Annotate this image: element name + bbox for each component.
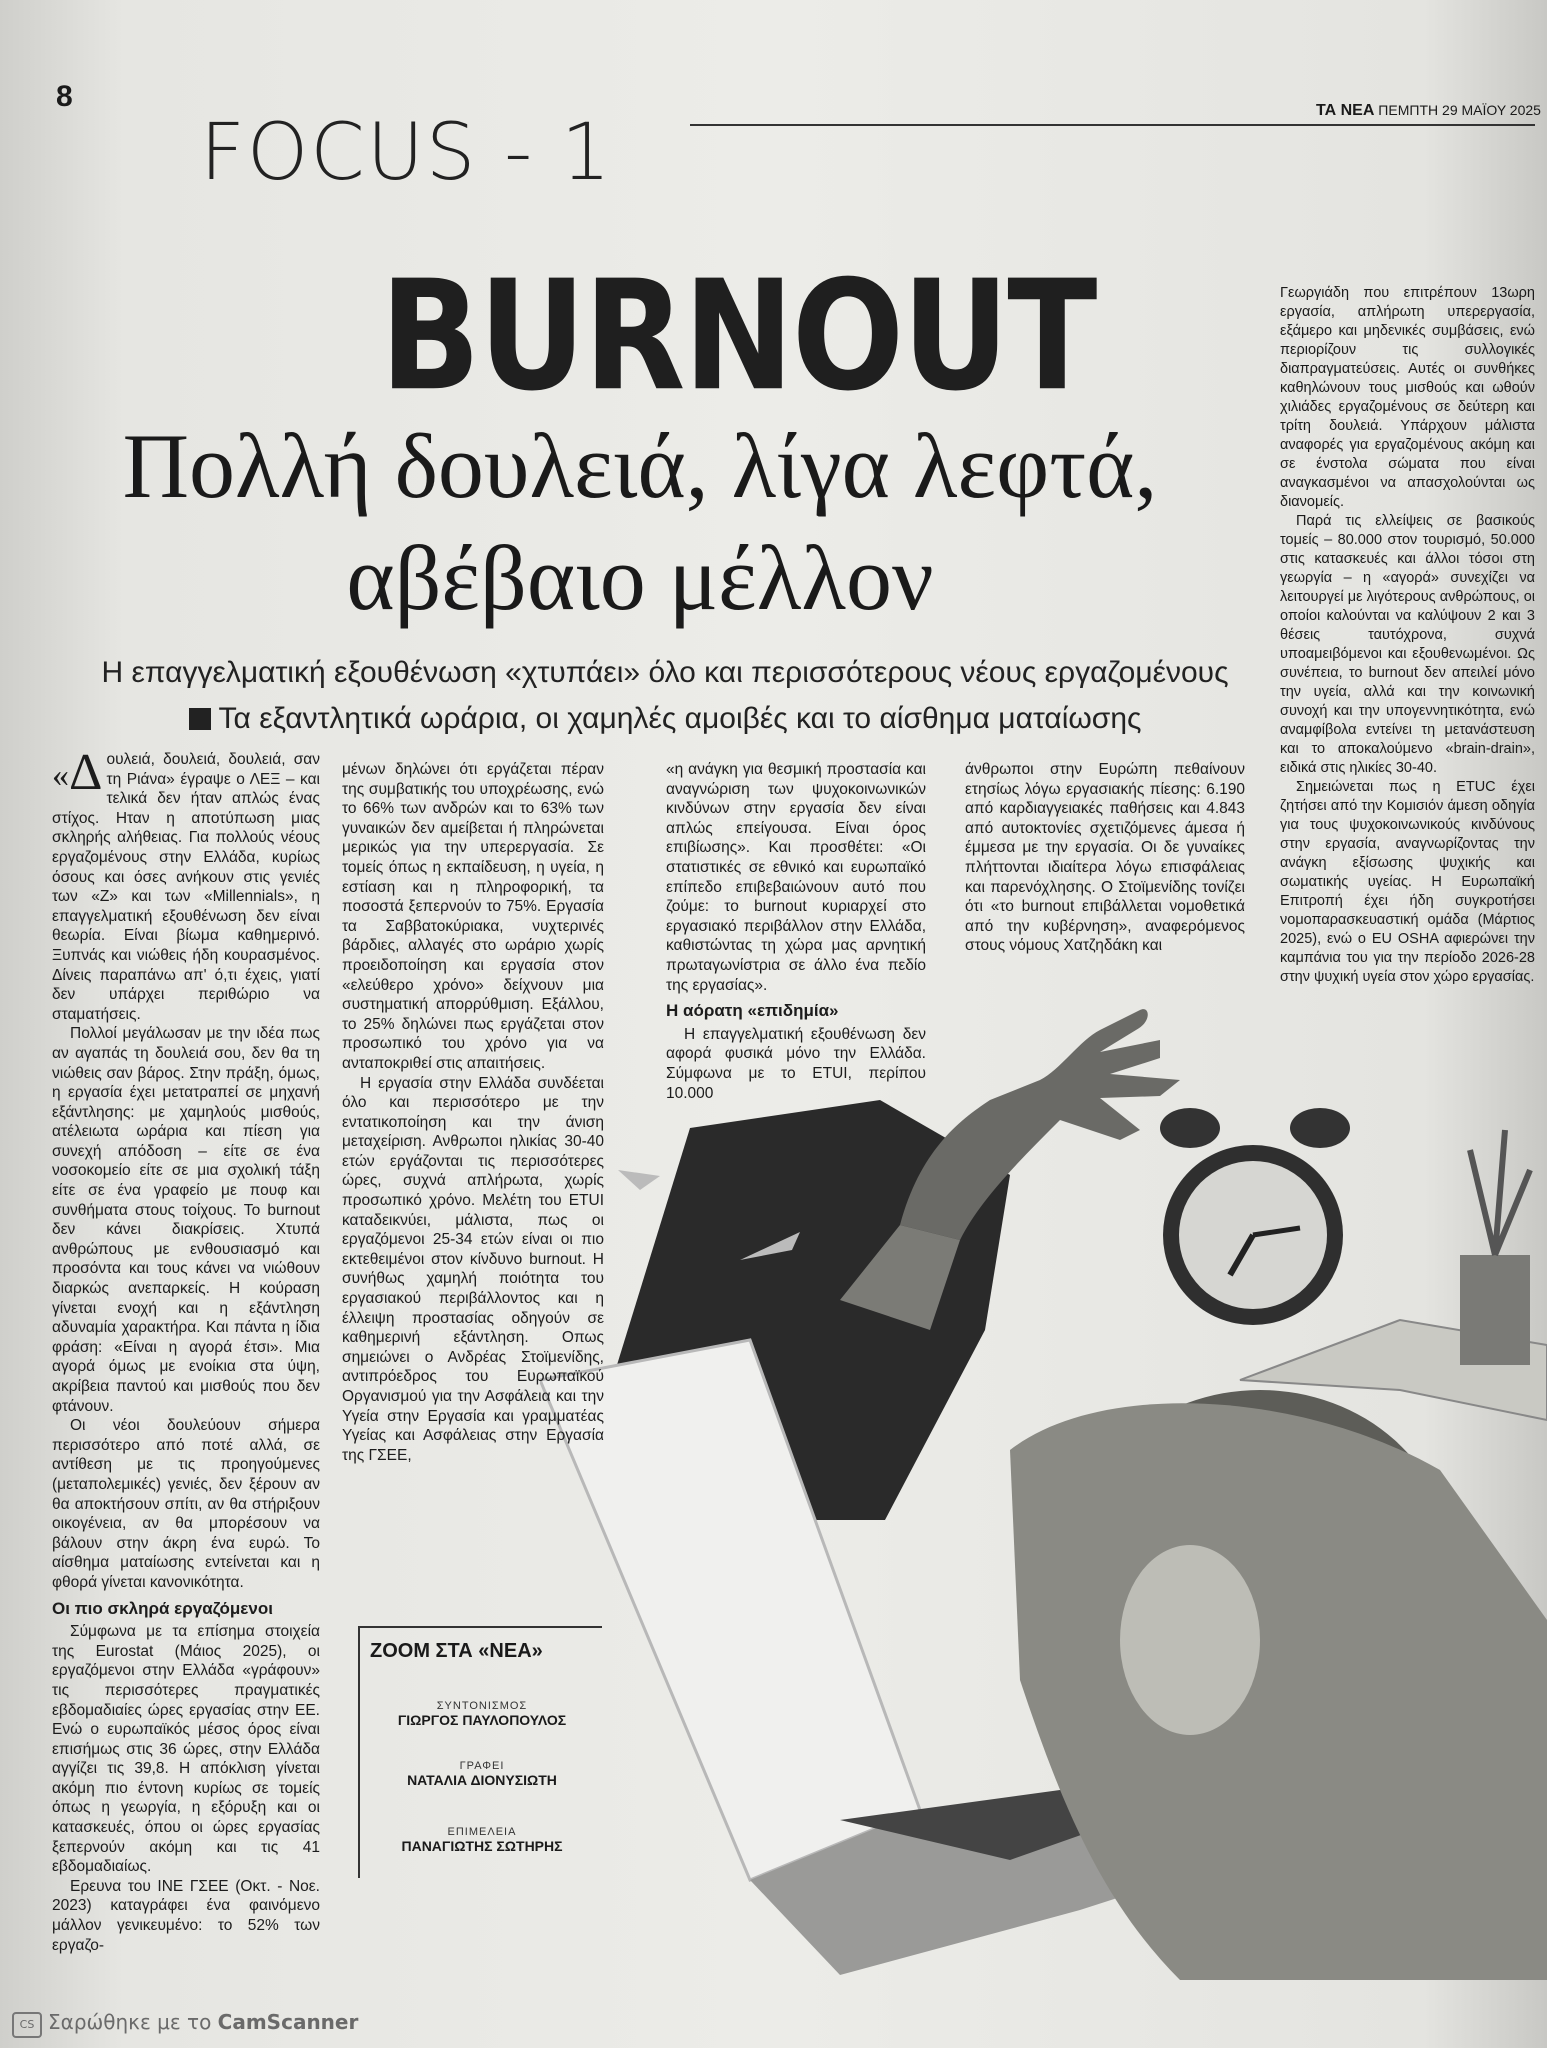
headline-line-2: αβέβαιο μέλλον (346, 527, 934, 629)
column-4 (965, 760, 1245, 956)
credit-coordination (362, 1700, 602, 1728)
kicker: BURNOUT (380, 248, 1096, 426)
scanned-with-text: Σαρώθηκε με το (48, 2010, 212, 2034)
paragraph: Η εργασία στην Ελλάδα συνδέεται όλο και περισσότερο με την εντατικοποίηση και την άνιση μεταχείριση. Ανθρωποι ηλικίας 30-40 ετών εργάζονται τις περισσότερες ώρες, συχνά απλήρωτα, χωρίς προσωπικό χρόνο. Μελέτη του ETUI καταδεικνύει, μάλιστα, πως οι εργαζόμενοι 25-34 ετών είναι οι πιο εκτεθειμένοι στον κίνδυνο burnout. Η συνήθως χαμηλή ποιότητα του εργασιακού περιβάλλοντος και η έλλειψη προστασίας οδηγούν σε καθημερινή εξάντληση. Οπως σημειώνει ο Ανδρέας Στοϊμενίδης, αντιπρόεδρος του Ευρωπαϊκού Οργανισμού για την Ασφάλεια και την Υγεία στην Εργασία και γραμματέας Υγείας και Ασφάλειας στην Εργασία της ΓΣΕΕ, (342, 1074, 604, 1464)
paragraph: Σημειώνεται πως η ETUC έχει ζητήσει από την Κομισιόν άμεση οδηγία για τους ψυχοκοινωνικούς κινδύνους στην εργασία, αναγνωρίζοντας την ανάγκη εξίσωσης ψυχικής και σωματικής υγείας. Η Ευρωπαϊκή Επιτροπή έχει ήδη συγκροτήσει νομοπαρασκευαστική ομάδα (Μάρτιος 2025), ενώ ο EU OSHA αφιερώνει την καμπάνια του για την περίοδο 2026-28 στην ψυχική υγεία στον χώρο εργασίας. (1280, 779, 1535, 985)
subhead-invisible-epidemic: Η αόρατη «επιδημία» (666, 1001, 839, 1021)
potted-plant (1460, 1130, 1530, 1365)
paragraph: άνθρωποι στην Ευρώπη πεθαίνουν ετησίως λόγω εργασιακής πίεσης: 6.190 από καρδιαγγειακές παθήσεις και 4.843 από αυτοκτονίες σχετιζόμενες άμεσα ή έμμεσα με την εργασία. Οι δε γυναίκες πλήττονται ιδιαίτερα λόγω επισφάλειας και παρενόχλησης. Ο Στοϊμενίδης τονίζει ότι «το burnout επιβάλλεται νομοθετικά από την κυβέρνηση», αναφερόμενος στους νόμους Χατζηδάκη και (965, 761, 1245, 955)
paragraph: μένων δηλώνει ότι εργάζεται πέραν της συμβατικής του υποχρέωσης, ενώ το 66% των ανδρών και το 63% των γυναικών δεν αμείβεται ή πληρώνεται μερικώς για την υπερεργασία. Σε τομείς όπως η εκπαίδευση, η υγεία, η εστίαση και η πληροφορική, τα ποσοστά ξεπερνούν το 75%. Εργασία τα Σαββατοκύριακα, νυχτερινές βάρδιες, αλλαγές στο ωράριο χωρίς προειδοποίηση και εργασία στον «ελεύθερο χρόνο» δείχνουν μια συστηματική απορρύθμιση. Εξάλλου, το 25% δηλώνει πως εργάζεται στον προσωπικό του χρόνο για να ανταποκριθεί στις απαιτήσεις. (342, 761, 604, 1072)
camscanner-logo-icon: CS (12, 2012, 42, 2038)
page-number: 8 (56, 80, 73, 113)
camscanner-footer (12, 2010, 358, 2038)
paragraph: Σύμφωνα με τα επίσημα στοιχεία της Eurostat (Μάιος 2025), οι εργαζόμενοι στην Ελλάδα «γράφουν» τις περισσότερες πραγματικές εβδομαδιαίες ώρες εργασίας στην ΕΕ. Ενώ ο ευρωπαϊκός μέσος όρος είναι επισήμως στις 36 ώρες, στην Ελλάδα αγγίζει τις 39,8. Η απόκλιση γίνεται ακόμη πιο έντονη κυρίως σε τομείς όπως η γεωργία, η εξόρυξη και οι κατασκευές, όπου οι ώρες εργασίας ξεπερνούν ακόμη και τις 41 εβδομαδιαίως. (52, 1623, 320, 1876)
header-rule (690, 124, 1535, 126)
bullet-square-icon (189, 708, 211, 730)
subheading-2-text: Τα εξαντλητικά ωράρια, οι χαμηλές αμοιβές και το αίσθημα ματαίωσης (218, 702, 1142, 735)
column-5 (1280, 284, 1535, 987)
masthead (1316, 102, 1541, 120)
subheading-1: Η επαγγελματική εξουθένωση «χτυπάει» όλο και περισσότερους νέους εργαζομένους (101, 656, 1229, 689)
paragraph: Παρά τις ελλείψεις σε βασικούς τομείς – 80.000 στον τουρισμό, 50.000 στις κατασκευές και άλλοι τόσοι στη γεωργία – η «αγορά» συνεχίζει να λειτουργεί με λιγότερους ανθρώπους, οι οποίοι καλούνται να καλύψουν 2 και 3 θέσεις ταυτόχρονα, συχνά υποαμειβόμενοι και εξουθενωμένοι. Ως συνέπεια, το burnout δεν απειλεί μόνο την υγεία, αλλά και την κοινωνική συνοχή και την υπογεννητικότητα, ενώ αναμφίβολα εντείνει τη μετανάστευση και το αποκαλούμενο «brain-drain», ειδικά στις ηλικίες 30-40. (1280, 513, 1535, 776)
paragraph: «η ανάγκη για θεσμική προστασία και αναγνώριση των ψυχοκοινωνικών κινδύνων στην εργασία δεν είναι απλώς επείγουσα. Είναι όρος επιβίωσης». Και προσθέτει: «Οι στατιστικές σε εθνικό και ευρωπαϊκό επίπεδο επιβεβαιώνουν αυτό που ζούμε: το burnout κυριαρχεί στο εργασιακό περιβάλλον στην Ελλάδα, καθιστώντας τη χώρα μας αρνητική πρωταγωνίστρια σε άλλο ένα πεδίο της εργασίας». (666, 761, 926, 994)
burnout-illustration (540, 1000, 1547, 1980)
paragraph: Οι νέοι δουλεύουν σήμερα περισσότερο από ποτέ αλλά, σε αντίθεση με τις προηγούμενες (μεταπολεμικές) γενιές, δεν ξέρουν αν θα αποκτήσουν σπίτι, αν θα στήριξουν οικογένεια, αν θα μπορέσουν να βάλουν στην άκρη ένα ευρώ. Το αίσθημα ματαίωσης εντείνεται και η φθορά γίνεται κανονικότητα. (52, 1417, 320, 1591)
headline-line-1: Πολλή δουλειά, λίγα λεφτά, (122, 415, 1158, 517)
camscanner-app-name: CamScanner (217, 2010, 359, 2034)
credit-name: ΠΑΝΑΓΙΩΤΗΣ ΣΩΤΗΡΗΣ (401, 1838, 563, 1854)
credit-role: ΓΡΑΦΕΙ (459, 1760, 505, 1772)
opening-quote: « (52, 757, 69, 794)
paragraph: Πολλοί μεγάλωσαν με την ιδέα πως αν αγαπάς τη δουλειά σου, δεν θα τη νιώθεις σαν βάρος. Στην πράξη, όμως, η εργασία έχει μετατραπεί σε μηχανή εξάντλησης: με χαμηλούς μισθούς, ατέλειωτα ωράρια και πίεση για συνεχή απόδοση – είτε σε ένα νοσοκομείο είτε σε μια σχολική τάξη είτε σε ένα γραφείο με πουφ και συνθήματα στους τοίχους. Το burnout δεν κάνει διακρίσεις. Χτυπά ανθρώπους με ενθουσιασμό και προσόντα και τους κάνει να νιώθουν διαρκώς ανεπαρκείς. Η κούραση γίνεται ενοχή και η εξάντληση αδυναμία χαρακτήρα. Και πάντα η ίδια φράση: «Είναι η αγορά έτσι». Μια αγορά όμως με ενοίκια στα ύψη, ακρίβεια παντού και μισθούς που δεν φτάνουν. (52, 1025, 320, 1415)
credit-role: ΕΠΙΜΕΛΕΙΑ (447, 1826, 517, 1838)
credit-writer (362, 1760, 602, 1788)
subheading-2 (80, 702, 1250, 736)
paragraph: Η επαγγελματική εξουθένωση δεν αφορά φυσικά μόνο την Ελλάδα. Σύμφωνα με το ETUI, περίπου 10.000 (666, 1025, 926, 1102)
credit-editor (362, 1826, 602, 1854)
column-2 (342, 760, 604, 1465)
paragraph: Ερευνα του ΙΝΕ ΓΣΕΕ (Οκτ. - Νοε. 2023) καταγράφει ένα φαινόμενο μάλλον γενικευμένο: το 52% των εργαζο- (52, 1877, 320, 1954)
paragraph (52, 744, 320, 1024)
credit-name: ΓΙΩΡΓΟΣ ΠΑΥΛΟΠΟΥΛΟΣ (397, 1712, 567, 1728)
headline (80, 410, 1200, 634)
masthead-date: ΠΕΜΠΤΗ 29 ΜΑΪΟΥ 2025 (1378, 102, 1541, 118)
masthead-paper: ΤΑ ΝΕΑ (1316, 102, 1375, 119)
credit-name: ΝΑΤΑΛΙΑ ΔΙΟΝΥΣΙΩΤΗ (407, 1772, 557, 1788)
column-1 (52, 744, 320, 1955)
paragraph-text: ουλειά, δουλειά, δουλειά, σαν τη Ριάνα» έγραψε ο ΛΕΞ – και τελικά δεν ήταν απλώς ένας στίχος. Ηταν η αποτύπωση μιας σκληρής αλήθειας. Για πολλούς νέους εργαζομένους στην Ελλάδα, κυρίως όσους και όσες ανήκουν στις γενιές των «Ζ» και των «Millennials», η επαγγελματική εξουθένωση δεν είναι θεωρία. Είναι βίωμα καθημερινό. Ξυπνάς και νιώθεις ήδη κουρασμένος. Δίνεις παραπάνω απ' ό,τι έχεις, γιατί δεν υπάρχει περιθώριο να σταματήσεις. (52, 751, 320, 1023)
zoom-box-title: ΖΟΟΜ ΣΤΑ «ΝΕΑ» (370, 1640, 543, 1662)
paragraph: Γεωργιάδη που επιτρέπουν 13ωρη εργασία, απλήρωτη υπερεργασία, εξάμερο και μηδενικές συμβάσεις, ενώ περιορίζουν τις συλλογικές διαπραγματεύσεις. Αυτές οι συνθήκες καθηλώνουν τους μισθούς και ωθούν χιλιάδες εργαζομένους σε δεύτερη και τρίτη δουλειά. Υπάρχουν μάλιστα αναφορές για εργαζομένους ακόμη και σε ένστολα σώματα που είναι αναγκασμένοι να απασχολούνται ως διανομείς. (1280, 285, 1535, 510)
credit-role: ΣΥΝΤΟΝΙΣΜΟΣ (436, 1700, 528, 1712)
alarm-clock-icon (1160, 1108, 1350, 1325)
drop-cap: Δ (69, 744, 103, 801)
column-3 (666, 760, 926, 1103)
subhead-hardest-workers: Οι πιο σκληρά εργαζόμενοι (52, 1598, 273, 1618)
section-title: FOCUS - 1 (200, 108, 613, 198)
